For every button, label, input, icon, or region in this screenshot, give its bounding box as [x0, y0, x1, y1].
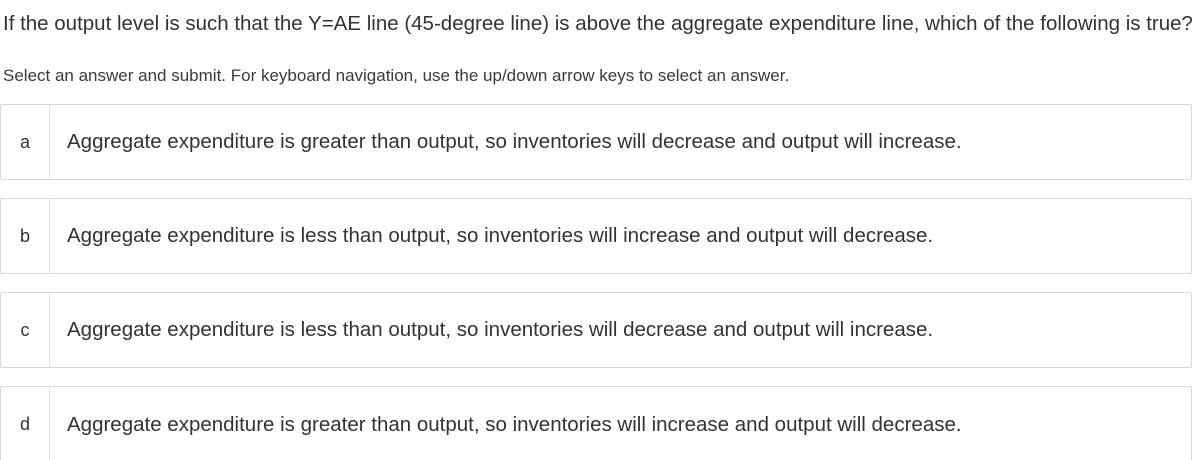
- option-letter-cell: [1, 293, 50, 367]
- option-letter: b: [19, 225, 30, 246]
- answer-option-c[interactable]: [0, 292, 1192, 368]
- option-text: Aggregate expenditure is less than output, so inventories will increase and output will decrease.: [67, 224, 934, 247]
- option-letter-cell: [1, 105, 50, 179]
- option-text: Aggregate expenditure is greater than output, so inventories will decrease and output will increase.: [67, 130, 962, 153]
- instructions-text: Select an answer and submit. For keyboard navigation, use the up/down arrow keys to select an answer.: [3, 66, 790, 85]
- answer-option-d[interactable]: [0, 386, 1192, 460]
- option-text: Aggregate expenditure is less than output, so inventories will decrease and output will increase.: [67, 318, 934, 341]
- option-text: Aggregate expenditure is greater than output, so inventories will increase and output will decrease.: [67, 412, 962, 436]
- question-text: If the output level is such that the Y=AE line (45-degree line) is above the aggregate expenditure line, which of the following is true?: [3, 12, 1193, 35]
- answer-option-a[interactable]: [0, 104, 1192, 180]
- option-letter-cell: [1, 199, 50, 273]
- option-letter: c: [20, 319, 30, 340]
- option-letter: d: [19, 414, 30, 434]
- option-letter: a: [19, 131, 30, 152]
- answer-options-list: [0, 104, 1192, 460]
- option-letter-cell: [1, 387, 50, 460]
- answer-option-b[interactable]: [0, 198, 1192, 274]
